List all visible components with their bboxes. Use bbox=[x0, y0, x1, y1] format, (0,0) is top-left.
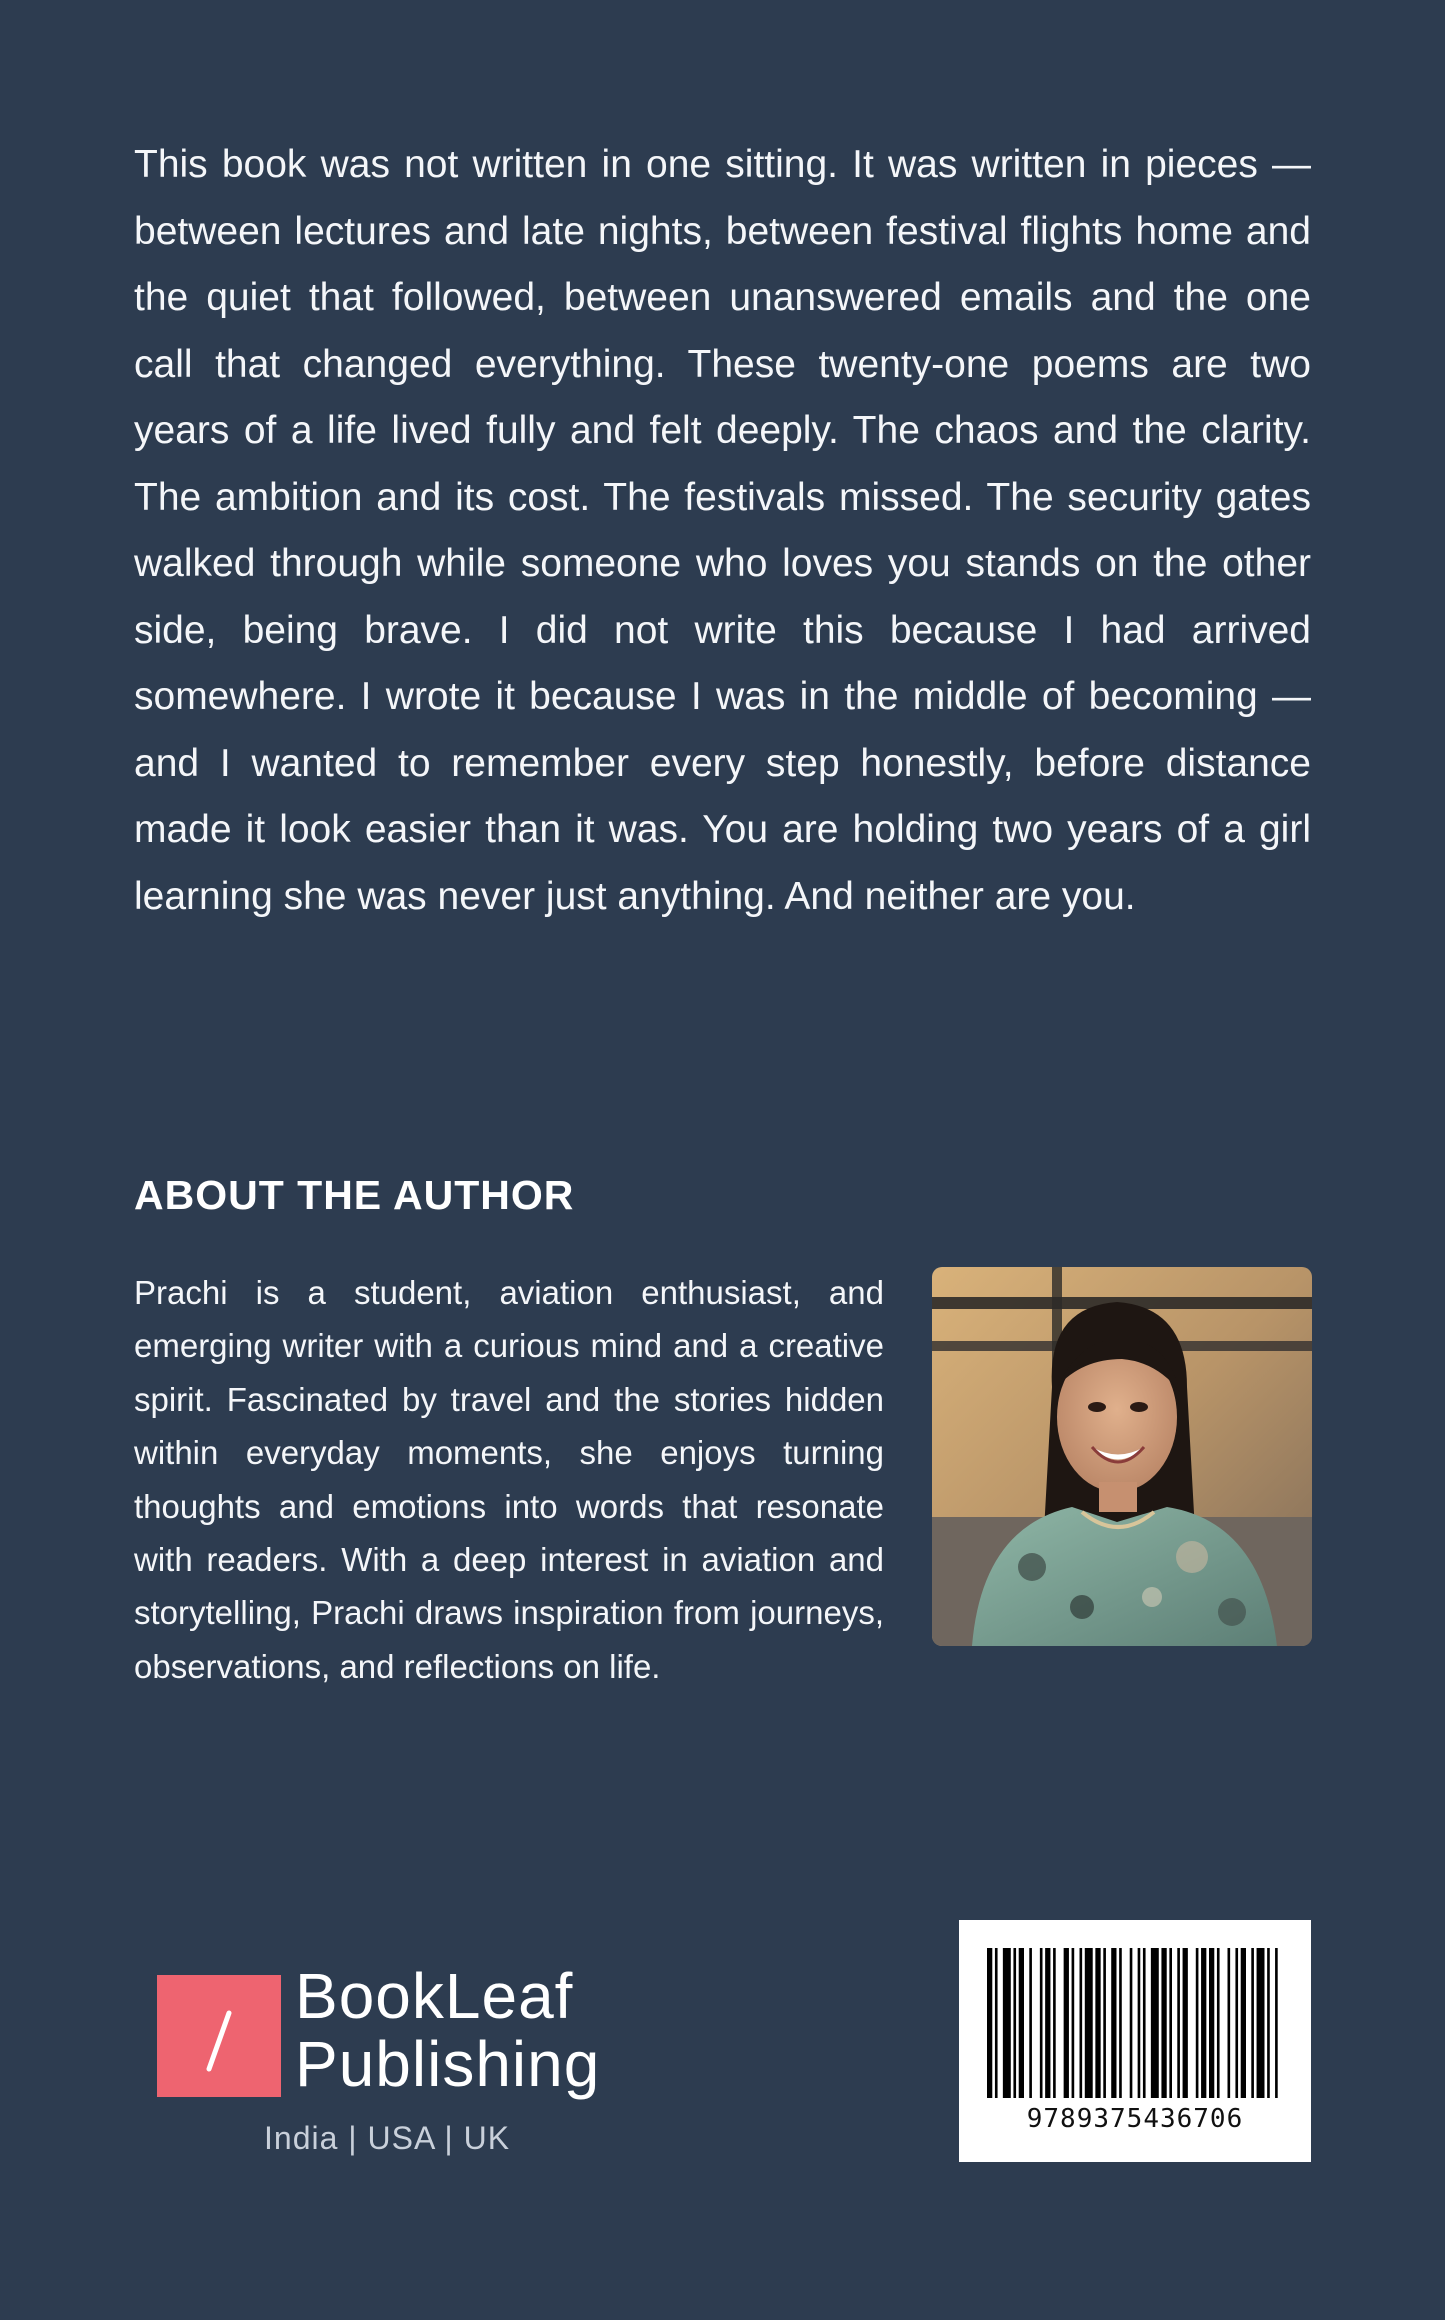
author-photo bbox=[932, 1267, 1312, 1646]
barcode-bar bbox=[1241, 1948, 1246, 2098]
barcode-bar bbox=[1161, 1948, 1166, 2098]
barcode-bar bbox=[987, 1948, 992, 2098]
barcode-bar bbox=[1095, 1948, 1100, 2098]
barcode-bar bbox=[1201, 1948, 1206, 2098]
barcode-bar bbox=[1111, 1948, 1116, 2098]
publisher-name-line2: Publishing bbox=[295, 2028, 601, 2100]
barcode-bar bbox=[1257, 1948, 1265, 2098]
barcode-bar bbox=[995, 1948, 998, 2098]
barcode-bar bbox=[1138, 1948, 1141, 2098]
barcode-bar bbox=[1003, 1948, 1011, 2098]
publisher-logo bbox=[157, 1960, 607, 2172]
barcode-bar bbox=[1275, 1948, 1278, 2098]
isbn-number: 9789375436706 bbox=[1026, 2104, 1244, 2134]
publisher-logo-mark bbox=[157, 1975, 281, 2097]
barcode-bar bbox=[1177, 1948, 1180, 2098]
barcode-bar bbox=[1080, 1948, 1083, 2098]
publisher-regions: India | USA | UK bbox=[264, 2120, 511, 2156]
barcode-bar bbox=[1143, 1948, 1146, 2098]
slash-icon bbox=[157, 1975, 281, 2097]
publisher-name-line1: BookLeaf bbox=[295, 1960, 574, 2032]
barcode-bar bbox=[1045, 1948, 1050, 2098]
barcode-bar bbox=[1130, 1948, 1133, 2098]
barcode-bar bbox=[1103, 1948, 1106, 2098]
barcode-bar bbox=[1151, 1948, 1159, 2098]
barcode-bar bbox=[1085, 1948, 1093, 2098]
barcode-bar bbox=[1040, 1948, 1043, 2098]
about-author-heading: ABOUT THE AUTHOR bbox=[134, 1172, 575, 1218]
barcode-bar bbox=[1209, 1948, 1214, 2098]
barcode-bar bbox=[1064, 1948, 1069, 2098]
back-cover-blurb: This book was not written in one sitting. It was written in pieces — between lectures and late nights, between festival flights home and the quiet that followed, between unanswered emails and the one call that changed everything. These twenty-one poems are two years of a life lived fully and felt deeply. The chaos and the clarity. The ambition and its cost. The festivals missed. The security gates walked through while someone who loves you stands on the other side, being brave. I did not write this because I had arrived somewhere. I wrote it because I was in the middle of becoming — and I wanted to remember every step honestly, before distance made it look easier than it was. You are holding two years of a girl learning she was never just anything. And neither are you. bbox=[134, 143, 1311, 918]
barcode-bar bbox=[1169, 1948, 1172, 2098]
isbn-barcode bbox=[959, 1920, 1311, 2162]
barcode-bar bbox=[1267, 1948, 1270, 2098]
barcode-bar bbox=[1013, 1948, 1016, 2098]
barcode-bar bbox=[1251, 1948, 1254, 2098]
barcode-bar bbox=[1235, 1948, 1238, 2098]
barcode-bar bbox=[1119, 1948, 1122, 2098]
barcode-bar bbox=[1019, 1948, 1024, 2098]
barcode-bar bbox=[1217, 1948, 1220, 2098]
barcode-bar bbox=[1183, 1948, 1188, 2098]
barcode-bar bbox=[1029, 1948, 1032, 2098]
barcode-bar bbox=[1196, 1948, 1199, 2098]
barcode-bar bbox=[1072, 1948, 1075, 2098]
author-bio: Prachi is a student, aviation enthusiast, and emerging writer with a curious mind and a creative spirit. Fascinated by travel and the stories hidden within everyday moments, she enjoys turning thoughts and emotions into words that resonate with readers. With a deep interest in aviation and storytelling, Prachi draws inspiration from journeys, observations, and reflections on life. bbox=[134, 1274, 884, 1685]
barcode-bars bbox=[987, 1948, 1283, 2098]
barcode-bar bbox=[1228, 1948, 1231, 2098]
barcode-bar bbox=[1053, 1948, 1056, 2098]
